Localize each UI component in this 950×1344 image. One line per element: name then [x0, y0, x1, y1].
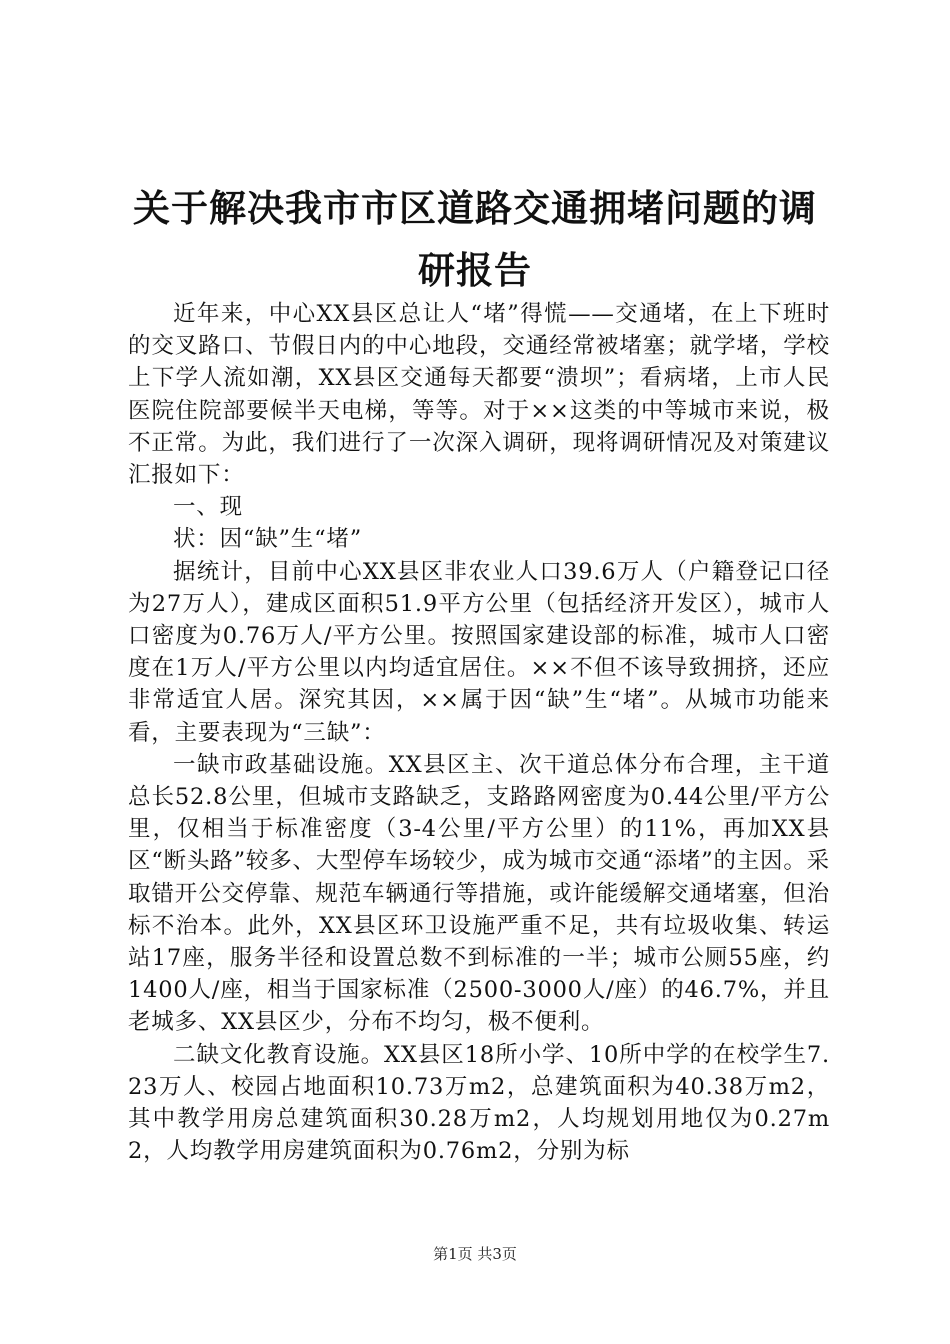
section-heading-part2: 状：因“缺”生“堵”	[173, 526, 363, 553]
document-title: 关于解决我市市区道路交通拥堵问题的调研报告	[133, 187, 817, 292]
infrastructure-paragraph: 一缺市政基础设施。XX县区主、次干道总体分布合理，主干道总长52.8公里，但城市支路缺乏，支路路网密度为0.44公里/平方公里，仅相当于标准密度（3-4公里/平方公里）的11%，再加XX县区“断头路”较多、大型停车场较少，成为城市交通“添堵”的主因。采取错开公交停靠、规范车辆通行等措施，或许能缓解交通堵塞，但治标不治本。此外，XX县区环卫设施严重不足，共有垃圾收集、转运站17座，服务半径和设置总数不到标准的一半；城市公厕55座，约1400人/座，相当于国家标准（2500-3000人/座）的46.7%，并且老城多、XX县区少，分布不均匀，极不便利。	[128, 751, 830, 1036]
statistics-paragraph: 据统计，目前中心XX县区非农业人口39.6万人（户籍登记口径为27万人），建成区面积51.9平方公里（包括经济开发区），城市人口密度为0.76万人/平方公里。按照国家建设部的标准，城市人口密度在1万人/平方公里以内均适宜居住。××不但不该导致拥挤，还应非常适宜人居。深究其因，××属于因“缺”生“堵”。从城市功能来看，主要表现为“三缺”：	[128, 558, 830, 746]
education-paragraph: 二缺文化教育设施。XX县区18所小学、10所中学的在校学生7.23万人、校园占地面积10.73万m2，总建筑面积为40.38万m2，其中教学用房总建筑面积30.28万m2，人均规划用地仅为0.27m2，人均教学用房建筑面积为0.76m2，分别为标	[128, 1041, 830, 1165]
page-number-footer: 第1页 共3页	[433, 1245, 517, 1263]
intro-paragraph: 近年来，中心XX县区总让人“堵”得慌——交通堵，在上下班时的交叉路口、节假日内的中心地段，交通经常被堵塞；就学堵，学校上下学人流如潮，XX县区交通每天都要“溃坝”；看病堵，上市人民医院住院部要候半天电梯，等等。对于××这类的中等城市来说，极不正常。为此，我们进行了一次深入调研，现将调研情况及对策建议汇报如下：	[128, 301, 830, 489]
section-heading-part1: 一、现	[173, 494, 243, 521]
document-body	[128, 298, 830, 1167]
